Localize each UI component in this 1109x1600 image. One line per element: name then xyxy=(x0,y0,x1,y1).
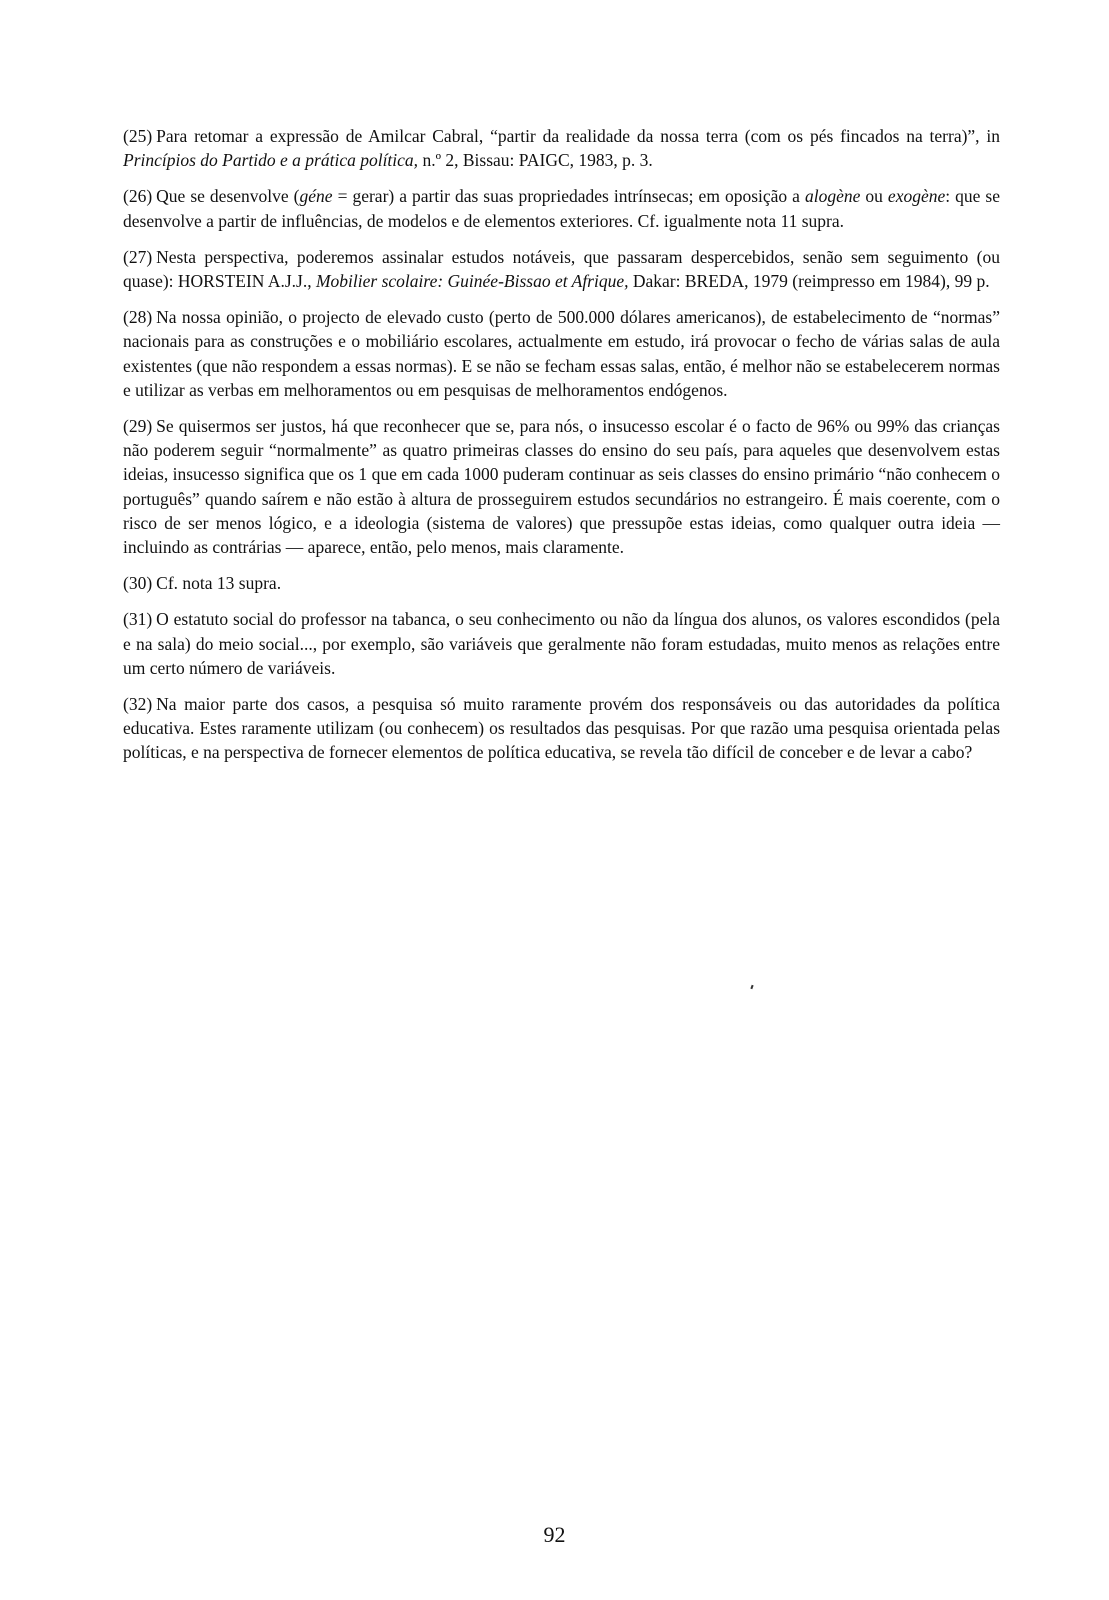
footnote-text: Cf. nota 13 supra. xyxy=(156,573,282,594)
page-number: 92 xyxy=(543,1522,566,1547)
footnote-number: (28) xyxy=(123,307,153,328)
footnote-text: Que se desenvolve ( xyxy=(156,186,300,207)
footnote-text: n.º 2, Bissau: PAIGC, 1983, p. 3. xyxy=(418,150,653,171)
footnotes-list xyxy=(123,124,1000,777)
footnote-italic-title: Princípios do Partido e a prática política, xyxy=(123,150,419,171)
scan-speck xyxy=(750,985,753,989)
footnote-text: Nesta perspectiva, poderemos assinalar estudos notáveis, que passaram despercebidos, senão sem seguimento (ou quase): HORSTEIN A.J.J., xyxy=(123,246,1000,292)
footnote-number: (26) xyxy=(123,186,153,207)
footnote-31 xyxy=(123,607,1000,680)
footnote-text: Na maior parte dos casos, a pesquisa só muito raramente provém dos responsáveis ou das autoridades da política educativa. Estes raramente utilizam (ou conhecem) os resultados das pesquisas. Por que razão uma pesquisa orientada pelas políticas, e na perspectiva de fornecer elementos de política educativa, se revela tão difícil de conceber e de levar a cabo? xyxy=(123,694,1000,763)
footnote-italic-term: exogène xyxy=(887,186,946,207)
footnote-number: (31) xyxy=(123,609,153,630)
footnote-italic-title: Mobilier scolaire: Guinée-Bissao et Afrique, xyxy=(315,271,629,292)
footnote-number: (29) xyxy=(123,416,153,437)
footnote-26 xyxy=(123,184,1000,232)
footnote-text: = gerar) a partir das suas propriedades intrínsecas; em oposição a xyxy=(332,186,805,207)
footnote-25 xyxy=(123,124,1000,172)
footnote-text: Dakar: BREDA, 1979 (reimpresso em 1984), 99 p. xyxy=(628,271,990,292)
footnote-number: (25) xyxy=(123,126,153,146)
footnote-text: O estatuto social do professor na tabanca, o seu conhecimento ou não da língua dos alunos, os valores escondidos (pela e na sala) do meio social..., por exemplo, são variáveis que geralmente não foram estudadas, muito menos as relações entre um certo número de variáveis. xyxy=(123,609,1000,678)
footnote-number: (32) xyxy=(123,694,153,715)
footnote-italic-term: alogène xyxy=(804,186,861,207)
footnote-27 xyxy=(123,245,1000,293)
footnote-number: (27) xyxy=(123,246,153,267)
footnote-text: : que se desenvolve a partir de influências, de modelos e de elementos exteriores. Cf. igualmente nota 11 supra. xyxy=(123,186,1000,231)
footnote-italic-term: géne xyxy=(299,186,333,207)
footnote-30 xyxy=(123,571,1000,595)
footnote-32 xyxy=(123,692,1000,765)
footnote-28 xyxy=(123,305,1000,402)
footnote-text: Para retomar a expressão de Amilcar Cabral, “partir da realidade da nossa terra (com os pés fincados na terra)”, in xyxy=(156,126,1000,146)
footnote-text: ou xyxy=(860,186,888,207)
footnote-text: Se quisermos ser justos, há que reconhecer que se, para nós, o insucesso escolar é o facto de 96% ou 99% das crianças não poderem seguir “normalmente” as quatro primeiras classes do ensino do seu país, para aqueles que desenvolvem estas ideias, insucesso significa que os 1 que em cada 1000 puderam continuar as seis classes do ensino primário “não conhecem o português” quando saírem e não estão à altura de prosseguirem estudos secundários no estrangeiro. É mais coerente, com o risco de ser menos lógico, e a ideologia (sistema de valores) que pressupõe estas ideias, como qualquer outra ideia — incluindo as contrárias — aparece, então, pelo menos, mais claramente. xyxy=(123,416,1000,558)
footnote-text: Na nossa opinião, o projecto de elevado custo (perto de 500.000 dólares americanos), de estabelecimento de “normas” nacionais para as construções e o mobiliário escolares, actualmente em estudo, irá provocar o fecho de várias salas de aula existentes (que não respondem a essas normas). E se não se fecham essas salas, então, é melhor não se estabelecerem normas e utilizar as verbas em melhoramentos ou em pesquisas de melhoramentos endógenos. xyxy=(123,307,1000,400)
footnote-number: (30) xyxy=(123,573,153,594)
footnote-29 xyxy=(123,414,1000,559)
